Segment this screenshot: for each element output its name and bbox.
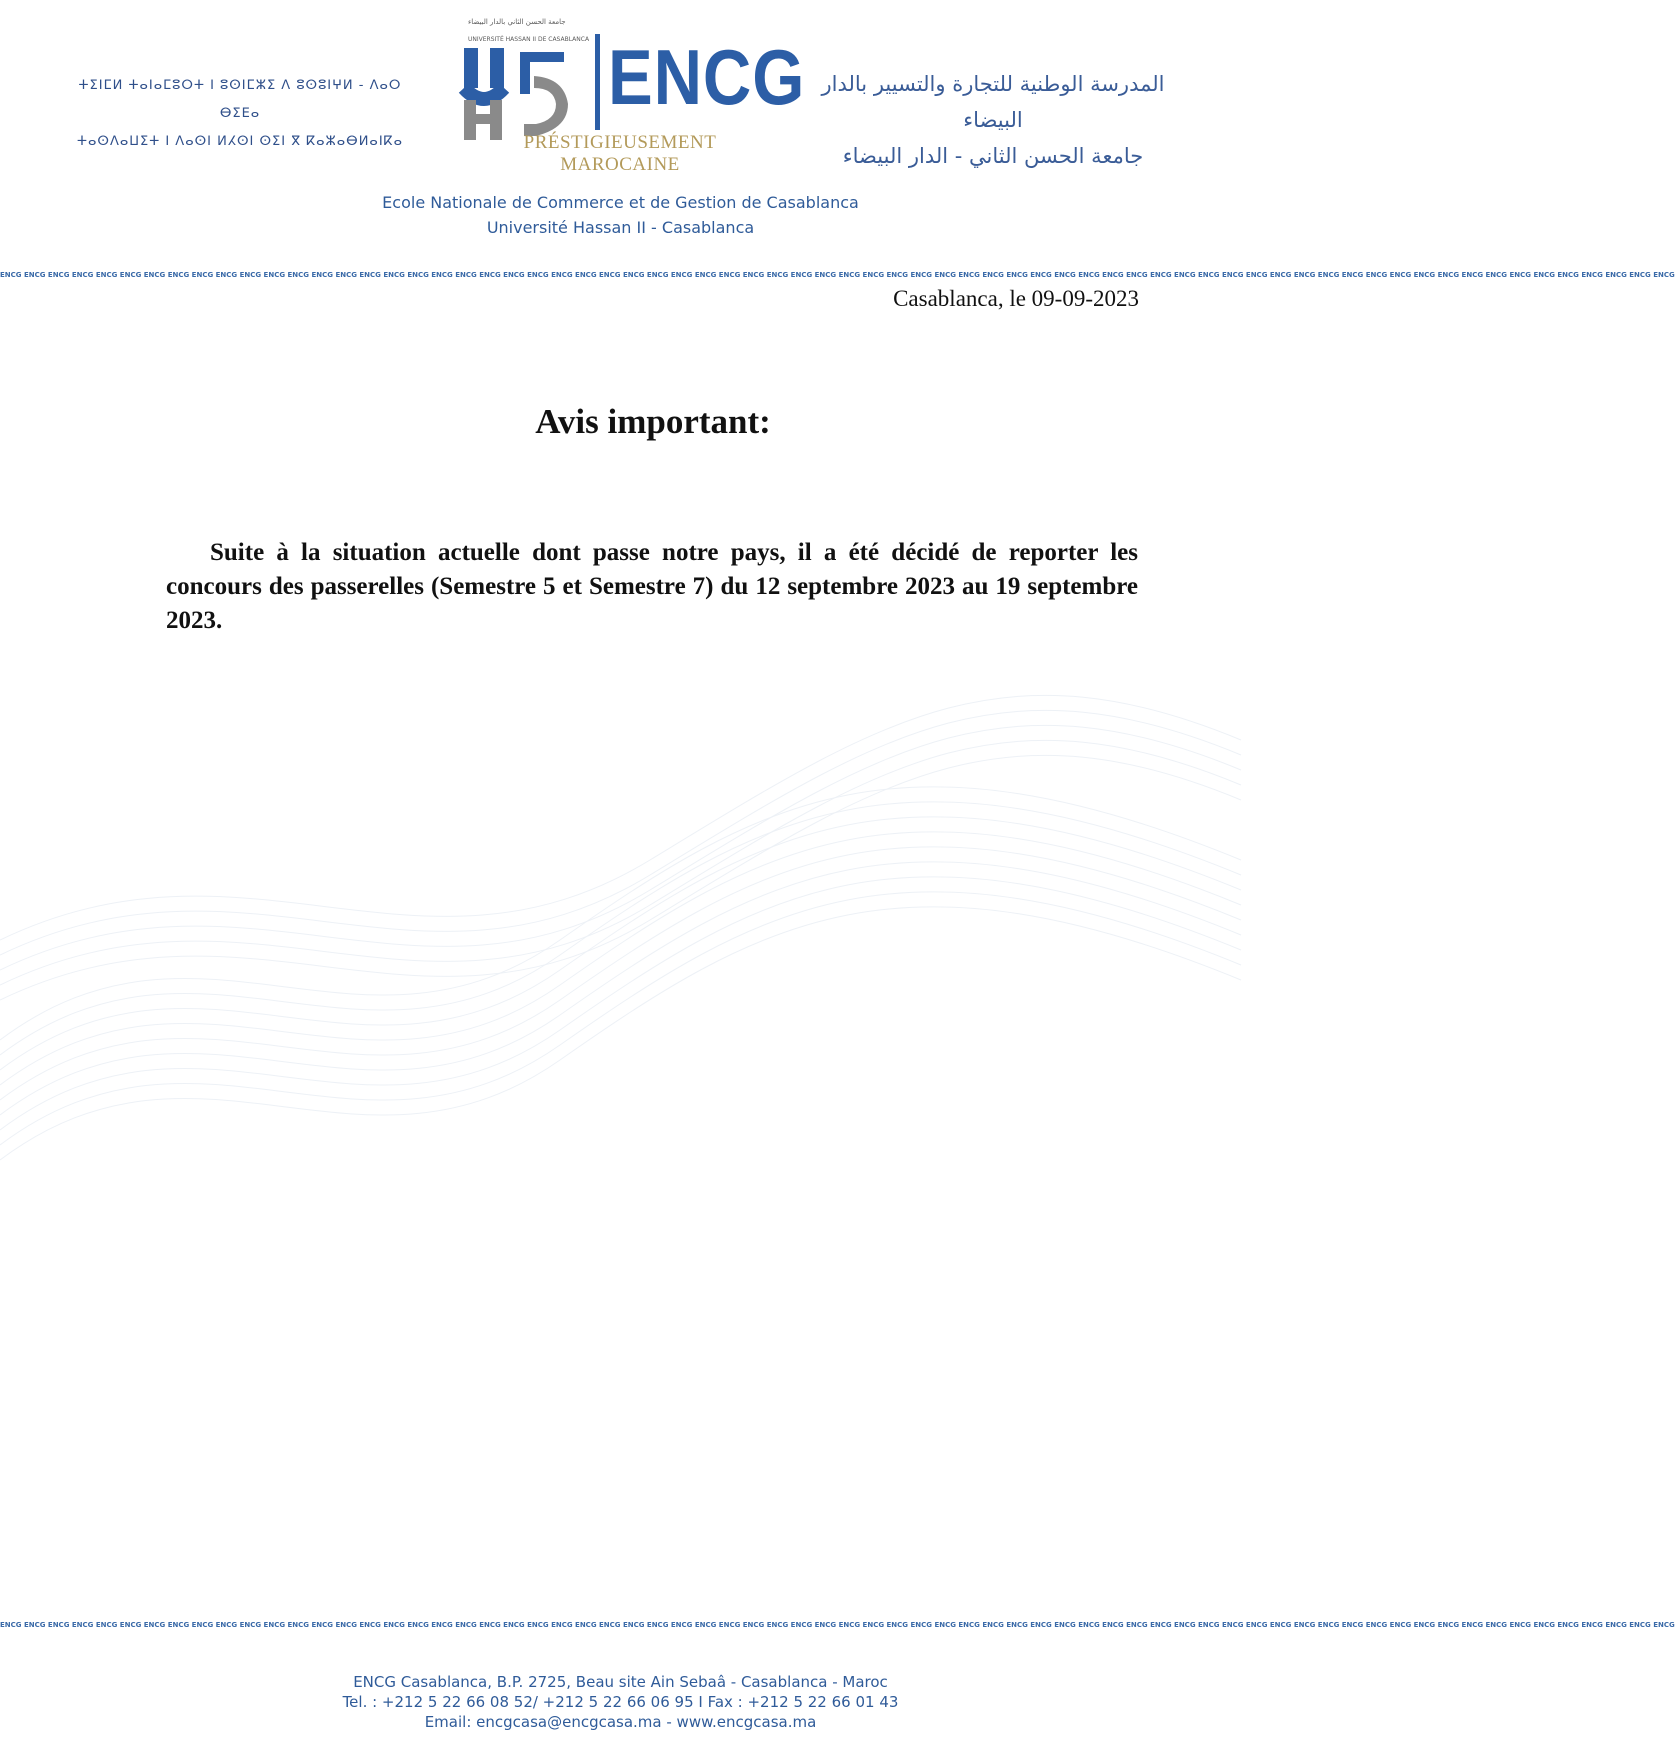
- arabic-school-name: [813, 66, 1173, 174]
- footer-email-web: Email: encgcasa@encgcasa.ma - www.encgcasa.ma: [424, 1713, 817, 1731]
- logo-university-french: UNIVERSITÉ HASSAN II DE CASABLANCA: [468, 36, 590, 43]
- footer-contact: [0, 1672, 1241, 1732]
- top-encg-strip: ENCG ENCG ENCG ENCG ENCG ENCG ENCG ENCG ENCG ENCG ENCG ENCG ENCG ENCG ENCG ENCG ENCG ENCG ENCG ENCG ENCG ENCG ENCG ENCG ENCG ENCG ENCG ENCG ENCG ENCG ENCG ENCG ENCG ENCG ENCG ENCG ENCG ENCG ENCG ENCG ENCG ENCG ENCG ENCG ENCG ENCG ENCG ENCG ENCG ENCG ENCG ENCG ENCG ENCG ENCG ENCG ENCG ENCG ENCG ENCG ENCG ENCG ENCG ENCG ENCG ENCG ENCG ENCG ENCG ENCG: [0, 271, 1675, 279]
- university-emblem-icon: [464, 48, 584, 140]
- letter-date: Casablanca, le 09-09-2023: [893, 286, 1139, 311]
- school-name-line-2: Université Hassan II - Casablanca: [486, 218, 755, 237]
- logo-tagline: PRÉSTIGIEUSEMENT MAROCAINE: [523, 132, 717, 175]
- logo-divider: [595, 34, 600, 130]
- logo-wordmark: ENCG: [608, 33, 806, 121]
- notice-body: Suite à la situation actuelle dont passe notre pays, il a été décidé de reporter les concours des passerelles (Semestre 5 et Semestre 7) du 12 septembre 2023 au 19 septembre 2023.: [166, 539, 1138, 634]
- tifinagh-line-1: ⵜⵉⵏⵎⵍ ⵜⴰⵏⴰⵎⵓⵔⵜ ⵏ ⵓⵙⵏⵎⵣⵉ ⴷ ⵓⵙⵓⵏⵖⵍ - ⴷⴰⵔ ⴱⵉⴹⴰ: [78, 78, 402, 121]
- tifinagh-line-2: ⵜⴰⵙⴷⴰⵡⵉⵜ ⵏ ⴷⴰⵙⵏ ⵍⵃⵙⵏ ⵙⵉⵏ ⴳ ⴽⴰⵣⴰⴱⵍⴰⵏⴽⴰ: [77, 134, 403, 149]
- notice-title: Avis important:: [535, 402, 771, 441]
- school-name: [0, 190, 1241, 240]
- school-name-line-1: Ecole Nationale de Commerce et de Gestion de Casablanca: [382, 193, 859, 212]
- arabic-line-1: المدرسة الوطنية للتجارة والتسيير بالدار البيضاء: [821, 72, 1165, 132]
- logo-university-arabic: جامعة الحسن الثاني بالدار البيضاء: [468, 18, 566, 26]
- footer-phone: Tel. : +212 5 22 66 08 52/ +212 5 22 66 06 95 I Fax : +212 5 22 66 01 43: [342, 1693, 899, 1711]
- background-wave-pattern: [0, 560, 1241, 1320]
- bottom-encg-strip: ENCG ENCG ENCG ENCG ENCG ENCG ENCG ENCG ENCG ENCG ENCG ENCG ENCG ENCG ENCG ENCG ENCG ENCG ENCG ENCG ENCG ENCG ENCG ENCG ENCG ENCG ENCG ENCG ENCG ENCG ENCG ENCG ENCG ENCG ENCG ENCG ENCG ENCG ENCG ENCG ENCG ENCG ENCG ENCG ENCG ENCG ENCG ENCG ENCG ENCG ENCG ENCG ENCG ENCG ENCG ENCG ENCG ENCG ENCG ENCG ENCG ENCG ENCG ENCG ENCG ENCG ENCG ENCG ENCG ENCG: [0, 1621, 1675, 1629]
- tifinagh-school-name: [60, 72, 420, 156]
- encg-logo: [462, 16, 806, 175]
- footer-address: ENCG Casablanca, B.P. 2725, Beau site Ain Sebaâ - Casablanca - Maroc: [353, 1673, 888, 1691]
- arabic-line-2: جامعة الحسن الثاني - الدار البيضاء: [842, 144, 1144, 168]
